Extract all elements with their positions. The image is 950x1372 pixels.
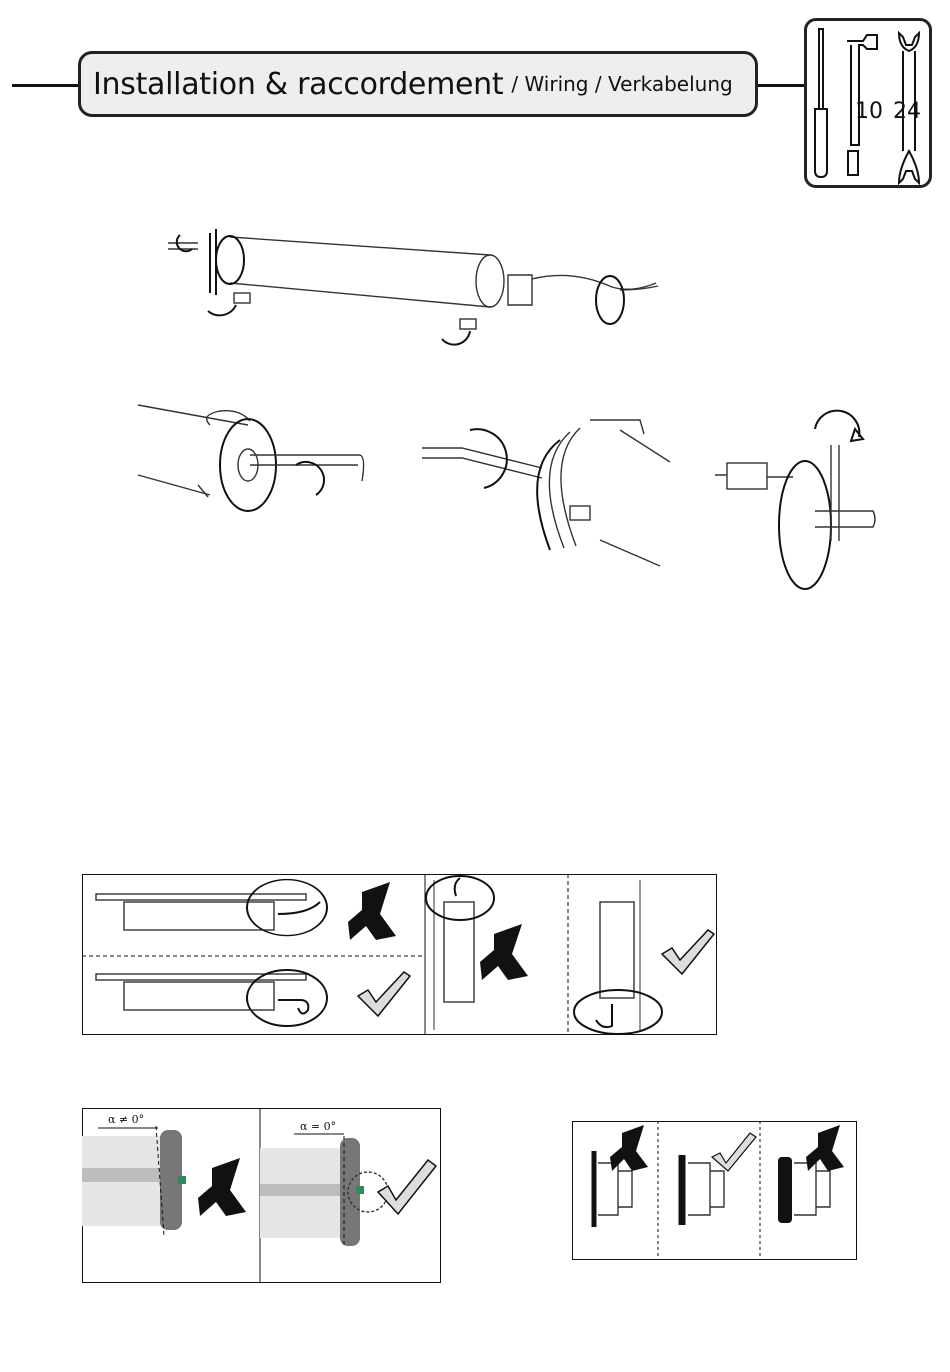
section-title [78,51,758,117]
motor-assembly-illustration [160,215,680,355]
wrong-mark-1 [348,882,396,940]
seal-compression-diagram [572,1121,858,1261]
wrong-mark-5 [806,1125,844,1171]
screwdriver-icon [811,23,841,183]
step-2-bracket-illustration [410,410,670,570]
socket-size-label: 10 [855,99,883,124]
cable-gland-angle-diagram [82,1108,442,1284]
header-rule-left [12,84,80,87]
check-mark-1 [358,972,410,1016]
cable-routing-diagram [82,874,718,1036]
wrong-mark-4 [610,1125,648,1171]
required-tools-panel [804,18,932,188]
title-main: Installation & raccordement [93,66,504,102]
header-rule-right [758,84,806,87]
step-3-wall-plate-illustration [715,415,895,595]
title-sub: / Wiring / Verkabelung [511,72,733,96]
seal-variant-3 [778,1125,844,1223]
seal-variant-1 [594,1125,648,1227]
step-1-end-cap-illustration [138,405,368,525]
wrong-mark-3 [198,1158,246,1216]
check-mark-2 [662,930,714,974]
seal-variant-2 [682,1133,756,1225]
wrong-mark-2 [480,924,528,980]
angle-label-right: α = 0° [300,1120,337,1133]
wrench-size-label: 24 [893,99,921,124]
check-mark-4 [712,1133,756,1171]
check-mark-3 [378,1160,436,1214]
angle-label-wrong: α ≠ 0° [108,1113,145,1126]
